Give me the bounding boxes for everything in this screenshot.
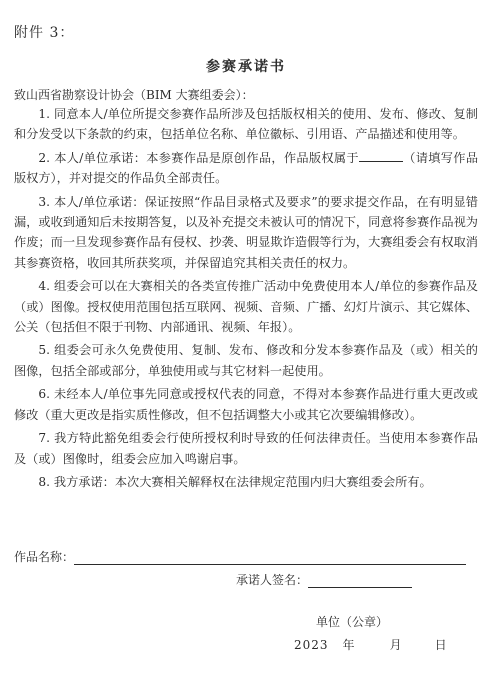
- date-year: 2023: [294, 638, 329, 652]
- clause-3: 3. 本人/单位承诺：保证按照“作品目录格式及要求”的要求提交作品，在有明显错漏，或收到通知后未按期答复，以及补充提交未被认可的情况下，同意将参赛作品视为作废；而一旦发现参赛作品有侵权、抄袭、明显欺诈造假等行为，大赛组委会有权取消其参赛资格，收回其所获奖项，并保留追究其相关责任的权力。: [14, 194, 478, 270]
- clause-2-text-before: 2. 本人/单位承诺：本参赛作品是原创作品，作品版权属于: [38, 150, 359, 165]
- document-body: [14, 104, 478, 495]
- document-title: 参赛承诺书: [206, 59, 286, 75]
- date-day-unit: 日: [434, 638, 448, 652]
- work-name-blank[interactable]: [74, 550, 466, 565]
- clause-4: 4. 组委会可以在大赛相关的各类宣传推广活动中免费使用本人/单位的参赛作品及（或）图像。授权使用范围包括互联网、视频、音频、广播、幻灯片演示、其它媒体、公关（包括但不限于刊物、内部通讯、视频、年报）。: [14, 279, 478, 335]
- work-name-label: 作品名称：: [14, 550, 75, 564]
- date-month-unit: 月: [389, 638, 403, 652]
- unit-seal-label: 单位（公章）: [316, 615, 389, 629]
- clause-2-text-after: （请填写作品版权方），并对提交的作品负全部责任。: [14, 150, 479, 186]
- clause-5: 5. 组委会可永久免费使用、复制、发布、修改和分发本参赛作品及（或）相关的图像，包括全部或部分，单独使用或与其它材料一起使用。: [14, 343, 478, 378]
- clause-6: 6. 未经本人/单位事先同意或授权代表的同意，不得对本参赛作品进行重大更改或修改（重大更改是指实质性修改，但不包括调整大小或其它次要编辑修改）。: [14, 387, 478, 422]
- promiser-row: [236, 571, 412, 588]
- copyright-owner-blank[interactable]: [359, 149, 403, 162]
- attachment-label: 附件 3：: [14, 25, 75, 41]
- date-row: [294, 636, 462, 653]
- addressee: 致山西省勘察设计协会（BIM 大赛组委会）：: [14, 88, 254, 102]
- promiser-label: 承诺人签名：: [236, 573, 309, 587]
- promiser-signature-blank[interactable]: [308, 573, 412, 588]
- clause-8: 8. 我方承诺：本次大赛相关解释权在法律规定范围内归大赛组委会所有。: [38, 474, 432, 489]
- work-name-row: [14, 548, 466, 565]
- clause-2: [14, 148, 478, 189]
- date-year-unit: 年: [342, 638, 356, 652]
- clause-7: 7. 我方特此豁免组委会行使所授权利时导致的任何法律责任。当使用本参赛作品及（或）图像时，组委会应加入鸣谢启事。: [14, 431, 478, 466]
- clause-1: 1. 同意本人/单位所提交参赛作品所涉及包括版权相关的使用、发布、修改、复制和分发受以下条款的约束，包括单位名称、单位徽标、引用语、产品描述和使用等。: [14, 107, 478, 142]
